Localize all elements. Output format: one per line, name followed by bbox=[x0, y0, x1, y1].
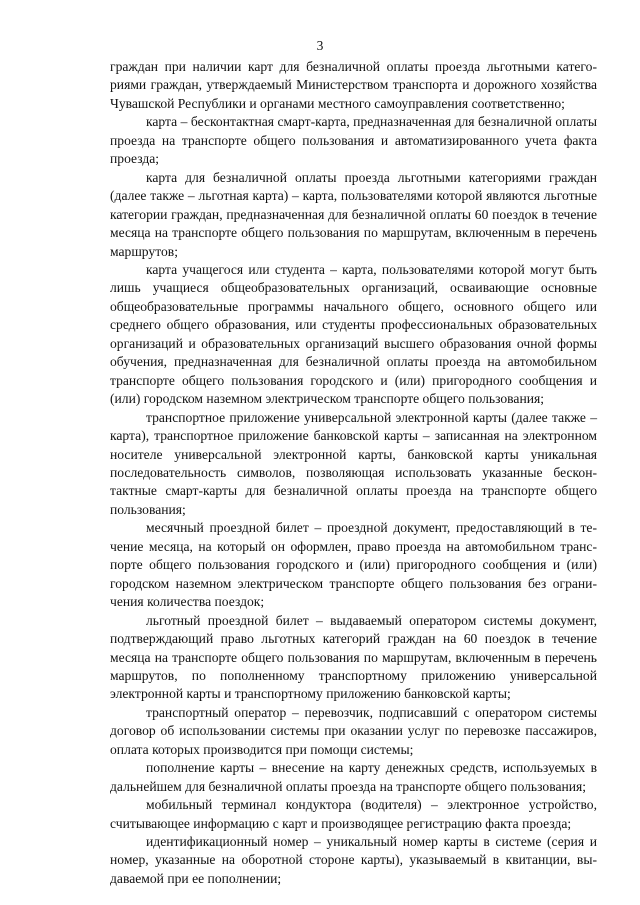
paragraph-5: транспортное приложение универсальной электронной карты (далее также – карта), транспортное приложение банковской карты – записанная на электронном носителе универсальной электронной карты, банковской карты уникальная последовательность символов, позволяющая использовать указанные бесконтактные смарт-карты для безналичной оплаты проезда на транспорте общего пользования; bbox=[110, 409, 597, 517]
paragraph-11: идентификационный номер – уникальный номер карты в системе (серия и номер, указанные на оборотной стороне карты), указываемый в квитанции, выдаваемой при ее пополнении; bbox=[110, 834, 597, 886]
body-text bbox=[110, 58, 597, 888]
paragraph-6: месячный проездной билет – проездной документ, предоставляющий в течение месяца, на который он оформлен, право проезда на автомобильном транспорте общего пользования городского и (или) пригородного сообщения и (или) городском наземном электрическом транспорте общего пользования без ограничения количества поездок; bbox=[110, 520, 597, 610]
paragraph-1: граждан при наличии карт для безналичной оплаты проезда льготными категориями граждан, утверждаемый Министерством транспорта и дорожного хозяйства Чувашской Республики и органами местного самоуправления соответственно; bbox=[110, 59, 597, 111]
paragraph-4: карта учащегося или студента – карта, пользователями которой могут быть лишь учащиеся общеобразовательных организаций, осваивающие основные общеобразовательные программы начального общего, основного общего или среднего общего образования, или студенты профессиональных образовательных организаций и образовательных организаций высшего образования очной формы обучения, предназначенная для безналичной оплаты проезда на автомобильном транспорте общего пользования городского и (или) пригородного сообщения и (или) городском наземном электрическом транспорте общего пользования; bbox=[110, 261, 597, 407]
page-number: 3 bbox=[316, 38, 324, 53]
paragraph-7: льготный проездной билет – выдаваемый оператором системы документ, подтверждающий право льготных категорий граждан на 60 поездок в течение месяца на транспорте общего пользования по маршрутам, включенным в перечень маршрутов, по пополненному транспортному приложению универсальной электронной карты и транспортному приложению банковской карты; bbox=[110, 612, 597, 702]
paragraph-8: транспортный оператор – перевозчик, подписавший с оператором системы договор об использовании системы при оказании услуг по перевозке пассажиров, оплата которых производится при помощи системы; bbox=[110, 704, 597, 757]
paragraph-10: мобильный терминал кондуктора (водителя) – электронное устройство, считывающее информацию с карт и производящее регистрацию факта проезда; bbox=[110, 797, 597, 831]
paragraph-9: пополнение карты – внесение на карту денежных средств, используемых в дальнейшем для безналичной оплаты проезда на транспорте общего пользования; bbox=[110, 760, 597, 794]
paragraph-2: карта – бесконтактная смарт-карта, предназначенная для безналичной оплаты проезда на транспорте общего пользования и автоматизированного учета факта проезда; bbox=[110, 114, 597, 167]
paragraph-3: карта для безналичной оплаты проезда льготными категориями граждан (далее также – льготная карта) – карта, пользователями которой являются льготные категории граждан, предназначенная для безналичной оплаты 60 поездок в течение месяца на транспорте общего пользования по маршрутам, включенным в перечень маршрутов; bbox=[110, 169, 597, 259]
